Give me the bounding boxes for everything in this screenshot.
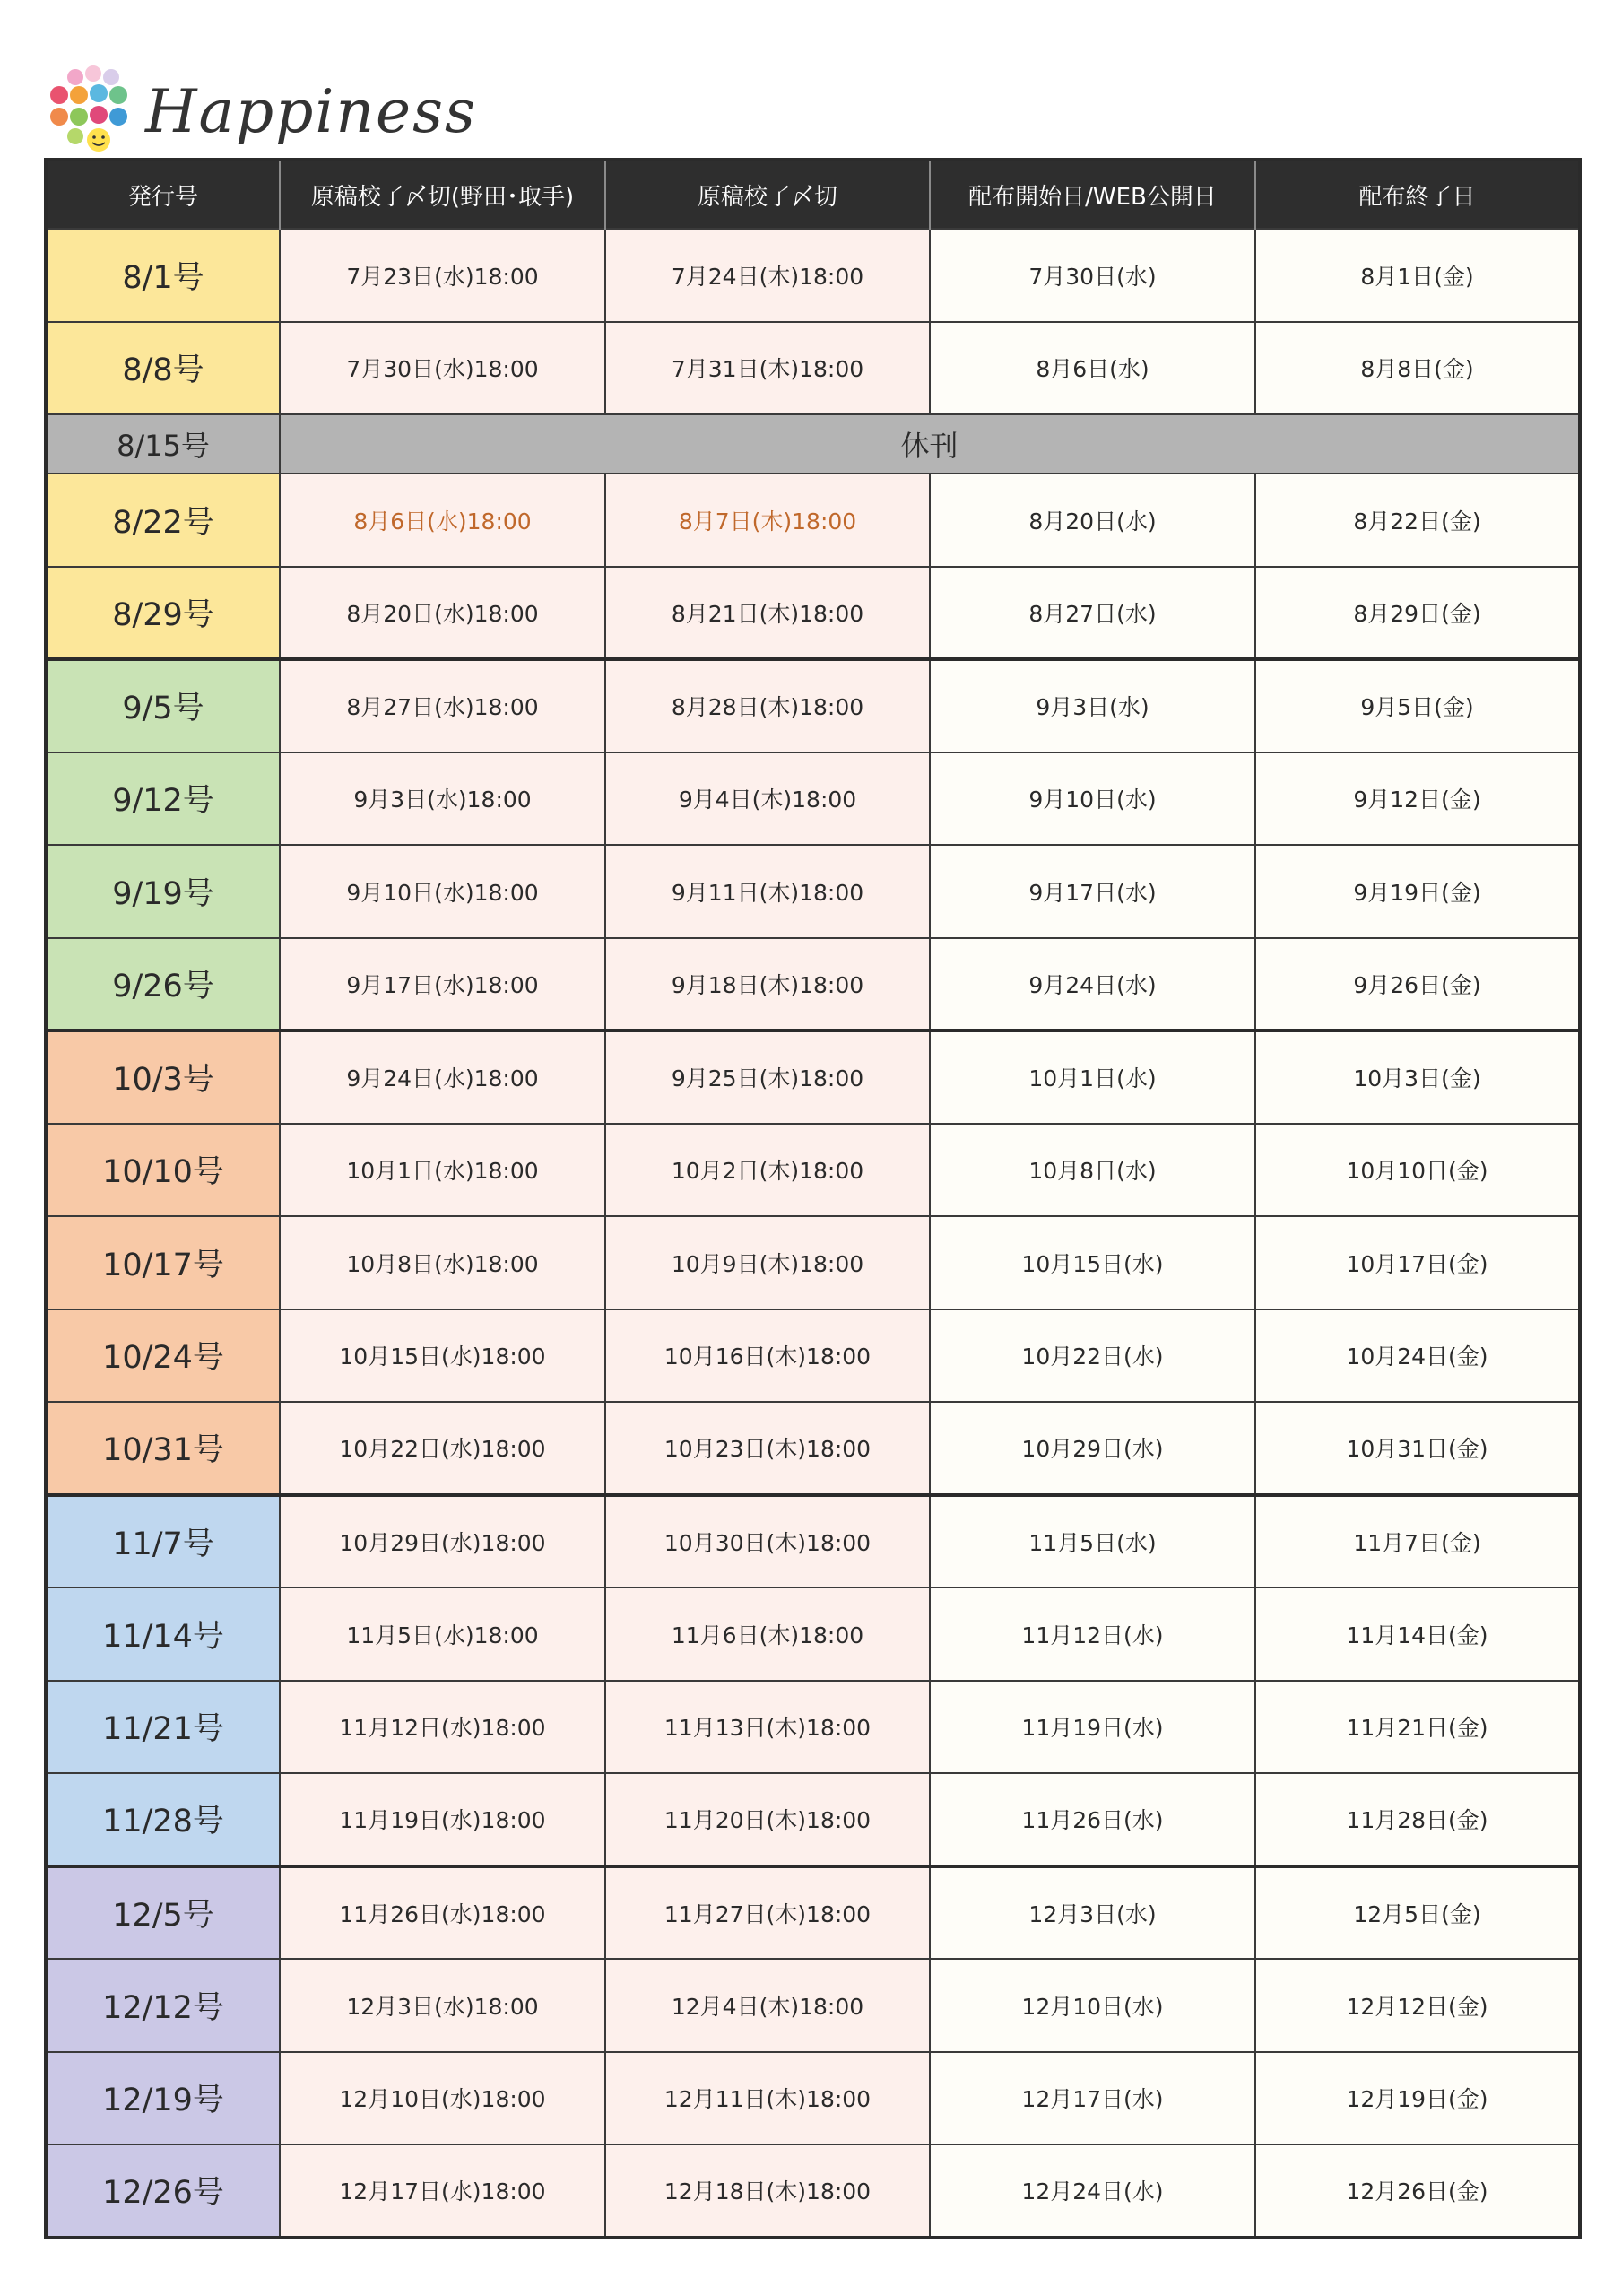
- table-row: [46, 752, 1580, 846]
- issue-cell: 10/24号: [46, 1309, 280, 1403]
- deadline-cell: 10月30日(木)18:00: [605, 1495, 930, 1588]
- header-deadline: 原稿校了〆切: [605, 160, 930, 229]
- publication-schedule-table: [44, 158, 1582, 2239]
- deadline-noda-toride-cell: 9月3日(水)18:00: [280, 752, 605, 846]
- deadline-cell: 10月16日(木)18:00: [605, 1309, 930, 1403]
- issue-cell: 8/29号: [46, 567, 280, 660]
- deadline-noda-toride-cell: 8月20日(水)18:00: [280, 567, 605, 660]
- deadline-cell: 10月23日(木)18:00: [605, 1402, 930, 1495]
- table-row: [46, 845, 1580, 938]
- distribution-start-cell: 10月15日(水): [930, 1216, 1255, 1309]
- deadline-cell: 8月21日(木)18:00: [605, 567, 930, 660]
- deadline-cell: 7月24日(木)18:00: [605, 229, 930, 322]
- issue-cell: 12/5号: [46, 1866, 280, 1960]
- deadline-cell: 12月18日(木)18:00: [605, 2144, 930, 2238]
- distribution-start-cell: 12月24日(水): [930, 2144, 1255, 2238]
- distribution-start-cell: 11月12日(水): [930, 1587, 1255, 1681]
- distribution-end-cell: 10月24日(金): [1255, 1309, 1580, 1403]
- deadline-noda-toride-cell: 12月10日(水)18:00: [280, 2052, 605, 2145]
- table-row: [46, 1495, 1580, 1588]
- table-row: [46, 938, 1580, 1031]
- table-row: [46, 1309, 1580, 1403]
- header-issue: 発行号: [46, 160, 280, 229]
- distribution-end-cell: 11月7日(金): [1255, 1495, 1580, 1588]
- deadline-cell: 12月4日(木)18:00: [605, 1959, 930, 2052]
- distribution-end-cell: 8月1日(金): [1255, 229, 1580, 322]
- distribution-start-cell: 10月22日(水): [930, 1309, 1255, 1403]
- header-distribution-start: 配布開始日/WEB公開日: [930, 160, 1255, 229]
- distribution-start-cell: 8月20日(水): [930, 474, 1255, 567]
- table-row: [46, 229, 1580, 322]
- issue-cell: 10/31号: [46, 1402, 280, 1495]
- issue-cell: 11/21号: [46, 1681, 280, 1774]
- distribution-start-cell: 12月3日(水): [930, 1866, 1255, 1960]
- header-deadline-noda-toride: 原稿校了〆切(野田･取手): [280, 160, 605, 229]
- distribution-end-cell: 12月26日(金): [1255, 2144, 1580, 2238]
- deadline-noda-toride-cell: 11月5日(水)18:00: [280, 1587, 605, 1681]
- deadline-noda-toride-cell: 7月23日(水)18:00: [280, 229, 605, 322]
- table-row: [46, 1031, 1580, 1124]
- deadline-noda-toride-cell: 8月6日(水)18:00: [280, 474, 605, 567]
- deadline-noda-toride-cell: 12月17日(水)18:00: [280, 2144, 605, 2238]
- deadline-cell: 10月9日(木)18:00: [605, 1216, 930, 1309]
- deadline-cell: 10月2日(木)18:00: [605, 1124, 930, 1217]
- deadline-cell: 9月4日(木)18:00: [605, 752, 930, 846]
- distribution-end-cell: 11月21日(金): [1255, 1681, 1580, 1774]
- distribution-end-cell: 11月14日(金): [1255, 1587, 1580, 1681]
- table-row: [46, 1681, 1580, 1774]
- distribution-end-cell: 8月29日(金): [1255, 567, 1580, 660]
- distribution-end-cell: 9月19日(金): [1255, 845, 1580, 938]
- distribution-end-cell: 10月17日(金): [1255, 1216, 1580, 1309]
- deadline-cell: 7月31日(木)18:00: [605, 322, 930, 415]
- deadline-noda-toride-cell: 9月24日(水)18:00: [280, 1031, 605, 1124]
- distribution-start-cell: 9月10日(水): [930, 752, 1255, 846]
- distribution-start-cell: 9月3日(水): [930, 659, 1255, 752]
- deadline-cell: 11月13日(木)18:00: [605, 1681, 930, 1774]
- issue-cell: 9/5号: [46, 659, 280, 752]
- distribution-start-cell: 7月30日(水): [930, 229, 1255, 322]
- table-row: [46, 2052, 1580, 2145]
- table-header-row: [46, 160, 1580, 229]
- deadline-cell: 9月25日(木)18:00: [605, 1031, 930, 1124]
- issue-cell: 9/19号: [46, 845, 280, 938]
- distribution-end-cell: 8月22日(金): [1255, 474, 1580, 567]
- distribution-end-cell: 10月31日(金): [1255, 1402, 1580, 1495]
- issue-cell: 11/14号: [46, 1587, 280, 1681]
- table-row: [46, 1124, 1580, 1217]
- table-row-closed: [46, 414, 1580, 474]
- distribution-start-cell: 11月19日(水): [930, 1681, 1255, 1774]
- deadline-noda-toride-cell: 9月10日(水)18:00: [280, 845, 605, 938]
- suspended-notice: 休刊: [280, 414, 1580, 474]
- deadline-noda-toride-cell: 8月27日(水)18:00: [280, 659, 605, 752]
- table-row: [46, 1216, 1580, 1309]
- deadline-noda-toride-cell: 9月17日(水)18:00: [280, 938, 605, 1031]
- distribution-end-cell: 9月12日(金): [1255, 752, 1580, 846]
- distribution-start-cell: 9月24日(水): [930, 938, 1255, 1031]
- deadline-noda-toride-cell: 10月8日(水)18:00: [280, 1216, 605, 1309]
- deadline-noda-toride-cell: 10月29日(水)18:00: [280, 1495, 605, 1588]
- deadline-cell: 8月7日(木)18:00: [605, 474, 930, 567]
- distribution-start-cell: 8月6日(水): [930, 322, 1255, 415]
- deadline-noda-toride-cell: 10月1日(水)18:00: [280, 1124, 605, 1217]
- distribution-end-cell: 12月12日(金): [1255, 1959, 1580, 2052]
- issue-cell: 12/12号: [46, 1959, 280, 2052]
- table-row: [46, 1959, 1580, 2052]
- deadline-cell: 9月18日(木)18:00: [605, 938, 930, 1031]
- deadline-cell: 12月11日(木)18:00: [605, 2052, 930, 2145]
- deadline-noda-toride-cell: 11月12日(水)18:00: [280, 1681, 605, 1774]
- deadline-cell: 9月11日(木)18:00: [605, 845, 930, 938]
- distribution-start-cell: 11月5日(水): [930, 1495, 1255, 1588]
- issue-cell: 12/26号: [46, 2144, 280, 2238]
- distribution-end-cell: 11月28日(金): [1255, 1773, 1580, 1866]
- distribution-start-cell: 9月17日(水): [930, 845, 1255, 938]
- distribution-end-cell: 9月5日(金): [1255, 659, 1580, 752]
- issue-cell: 8/8号: [46, 322, 280, 415]
- table-row: [46, 2144, 1580, 2238]
- table-row: [46, 1402, 1580, 1495]
- table-row: [46, 474, 1580, 567]
- distribution-end-cell: 10月3日(金): [1255, 1031, 1580, 1124]
- table-row: [46, 567, 1580, 660]
- colorful-dots-icon: [45, 65, 143, 163]
- issue-cell: 9/12号: [46, 752, 280, 846]
- distribution-end-cell: 12月19日(金): [1255, 2052, 1580, 2145]
- header-distribution-end: 配布終了日: [1255, 160, 1580, 229]
- distribution-end-cell: 8月8日(金): [1255, 322, 1580, 415]
- table-row: [46, 322, 1580, 415]
- issue-cell: 8/1号: [46, 229, 280, 322]
- deadline-noda-toride-cell: 11月19日(水)18:00: [280, 1773, 605, 1866]
- deadline-noda-toride-cell: 10月15日(水)18:00: [280, 1309, 605, 1403]
- deadline-noda-toride-cell: 12月3日(水)18:00: [280, 1959, 605, 2052]
- table-row: [46, 1866, 1580, 1960]
- issue-cell: 11/7号: [46, 1495, 280, 1588]
- brand-logo: [45, 65, 477, 163]
- issue-cell: 12/19号: [46, 2052, 280, 2145]
- distribution-end-cell: 9月26日(金): [1255, 938, 1580, 1031]
- issue-cell: 10/3号: [46, 1031, 280, 1124]
- issue-cell: 8/22号: [46, 474, 280, 567]
- table-row: [46, 659, 1580, 752]
- distribution-end-cell: 10月10日(金): [1255, 1124, 1580, 1217]
- deadline-cell: 8月28日(木)18:00: [605, 659, 930, 752]
- deadline-noda-toride-cell: 7月30日(水)18:00: [280, 322, 605, 415]
- issue-cell: 10/10号: [46, 1124, 280, 1217]
- deadline-cell: 11月27日(木)18:00: [605, 1866, 930, 1960]
- deadline-cell: 11月20日(木)18:00: [605, 1773, 930, 1866]
- distribution-start-cell: 10月1日(水): [930, 1031, 1255, 1124]
- issue-cell: 8/15号: [46, 414, 280, 474]
- issue-cell: 11/28号: [46, 1773, 280, 1866]
- table-row: [46, 1587, 1580, 1681]
- deadline-noda-toride-cell: 11月26日(水)18:00: [280, 1866, 605, 1960]
- distribution-start-cell: 10月29日(水): [930, 1402, 1255, 1495]
- distribution-start-cell: 10月8日(水): [930, 1124, 1255, 1217]
- issue-cell: 10/17号: [46, 1216, 280, 1309]
- distribution-start-cell: 11月26日(水): [930, 1773, 1255, 1866]
- deadline-cell: 11月6日(木)18:00: [605, 1587, 930, 1681]
- deadline-noda-toride-cell: 10月22日(水)18:00: [280, 1402, 605, 1495]
- distribution-end-cell: 12月5日(金): [1255, 1866, 1580, 1960]
- table-body: [46, 229, 1580, 2238]
- brand-name: Happiness: [145, 77, 477, 146]
- distribution-start-cell: 8月27日(水): [930, 567, 1255, 660]
- table-row: [46, 1773, 1580, 1866]
- distribution-start-cell: 12月10日(水): [930, 1959, 1255, 2052]
- distribution-start-cell: 12月17日(水): [930, 2052, 1255, 2145]
- issue-cell: 9/26号: [46, 938, 280, 1031]
